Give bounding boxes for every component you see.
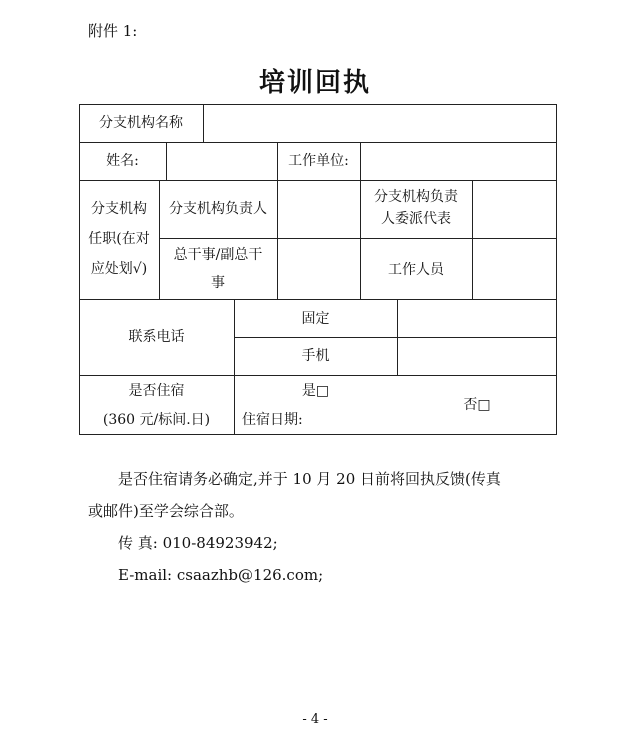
fax-line: 传 真: 010-84923942; [118,534,278,552]
lodging-price: (360 元/标间.日) [102,412,211,428]
mobile-label: 手机 [301,348,330,364]
receipt-form-table [79,104,557,434]
phone-label: 联系电话 [128,329,185,345]
position-label-line1: 分支机构 [91,201,147,217]
attachment-label: 附件 1: [88,22,138,40]
employer-label: 工作单位: [288,153,349,169]
page-number: - 4 - [302,712,328,727]
staff-option: 工作人员 [388,262,444,278]
lodging-date-label: 住宿日期: [242,412,303,428]
branch-head-option: 分支机构负责人 [169,201,267,217]
branch-delegate-check-cell[interactable] [474,184,554,236]
secretary-line2: 事 [211,275,225,291]
branch-delegate-line2: 人委派代表 [381,211,451,227]
note-line2: 或邮件)至学会综合部。 [88,502,244,520]
lodging-yes-option[interactable]: 是□ [301,383,330,399]
page-title: 培训回执 [258,68,371,98]
position-label-line3: 应处划√) [90,261,148,277]
lodging-no-option[interactable]: 否□ [463,397,491,413]
lodging-label: 是否住宿 [128,383,185,399]
secretary-line1: 总干事/副总干 [173,247,263,263]
email-line: E-mail: csaazhb@126.com; [118,566,324,584]
name-label: 姓名: [106,153,139,169]
employer-field[interactable] [363,150,553,172]
position-label-line2: 任职(在对 [88,231,150,247]
name-field[interactable] [169,150,275,172]
landline-field[interactable] [399,304,554,334]
branch-delegate-line1: 分支机构负责 [374,189,458,205]
mobile-field[interactable] [399,341,554,371]
secretary-check-cell[interactable] [279,242,359,296]
staff-check-cell[interactable] [474,242,554,296]
branch-name-label: 分支机构名称 [99,115,183,131]
branch-head-check-cell[interactable] [279,184,359,236]
landline-label: 固定 [301,311,330,327]
note-line1: 是否住宿请务必确定,并于 10 月 20 日前将回执反馈(传真 [118,470,501,488]
branch-name-field[interactable] [279,112,555,134]
